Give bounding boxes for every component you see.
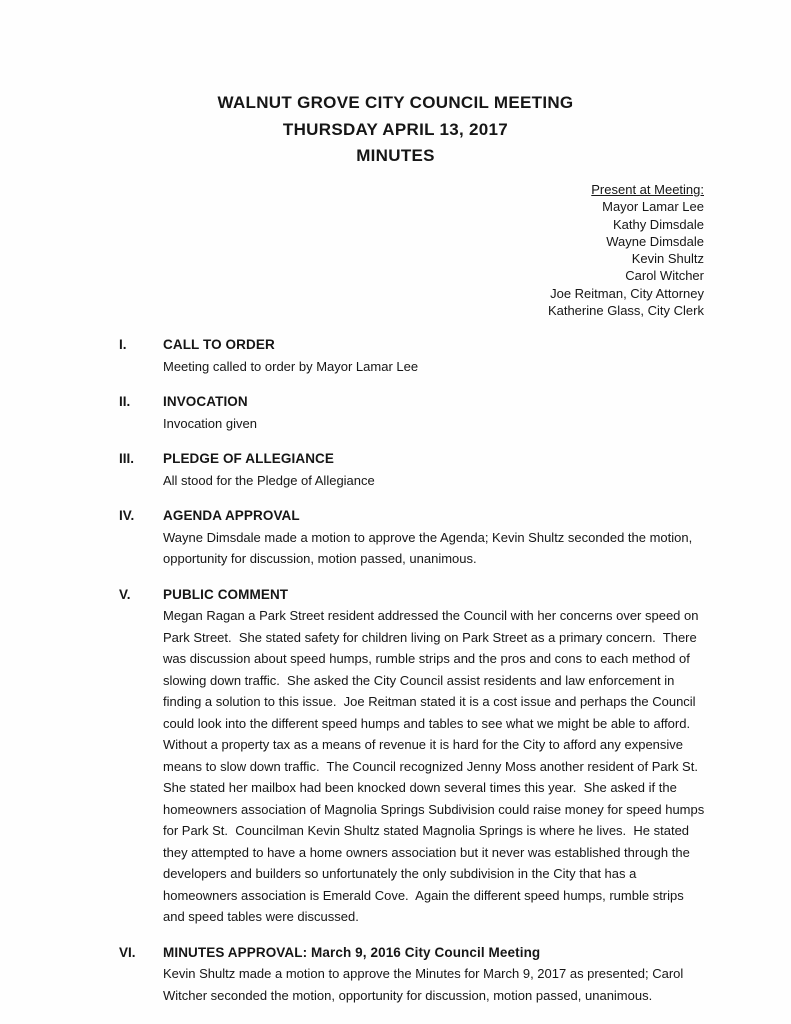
section-public-comment	[119, 584, 709, 928]
attendee-name: Kathy Dimsdale	[612, 216, 704, 232]
section-heading: PUBLIC COMMENT	[163, 586, 289, 602]
attendee-name: Carol Witcher	[625, 268, 704, 284]
section-heading: PLEDGE OF ALLEGIANCE	[163, 451, 335, 466]
section-content	[163, 942, 709, 1007]
attendees-heading: Present at Meeting:	[591, 182, 704, 197]
section-content	[163, 505, 709, 570]
document-title-block	[0, 90, 791, 170]
section-body: All stood for the Pledge of Allegiance	[163, 472, 375, 488]
section-body: Meeting called to order by Mayor Lamar Lee	[163, 358, 419, 374]
section-body: Megan Ragan a Park Street resident addressed the Council with her concerns over speed on Park Street. She stated safety for children living on Park Street as a primary concern. There was discussion about speed humps, rumble strips and the pros and cons to each method of slowing down traffic. She asked the City Council assist residents and law enforcement in finding a solution to this issue. Joe Reitman stated it is a cost issue and perhaps the Council could look into the different speed humps and tables to see what we might be able to afford. Without a property tax as a means of revenue it is hard for the City to afford any expensive means to slow down traffic. The Council recognized Jenny Moss another resident of Park St. She stated her mailbox had been knocked down several times this year. She asked if the homeowners association of Magnolia Springs Subdivision could raise money for speed humps for Park St. Councilman Kevin Shultz stated Magnolia Springs is where he lives. He stated they attempted to have a home owners association but it never was established through the developers and builders so unfortunately the only subdivision in the City that has a homeowners association is Emerald Cove. Again the different speed humps, rumble strips and speed tables were discussed.	[163, 608, 708, 924]
section-minutes-approval	[119, 942, 709, 1007]
section-content	[163, 391, 709, 434]
section-heading: CALL TO ORDER	[163, 337, 275, 352]
minutes-sections	[119, 334, 709, 1020]
section-content	[163, 334, 709, 377]
section-body: Kevin Shultz made a motion to approve the Minutes for March 9, 2017 as presented; Carol Witcher seconded the motion, opportunity for discussion, motion passed, unanimous.	[163, 966, 687, 1003]
section-numeral: V.	[119, 586, 131, 602]
section-content	[163, 584, 709, 928]
section-invocation	[119, 391, 709, 434]
section-heading: INVOCATION	[163, 394, 248, 409]
section-heading: MINUTES APPROVAL: March 9, 2016 City Council Meeting	[163, 944, 541, 960]
document-title-line-3: MINUTES	[356, 146, 435, 165]
section-body: Wayne Dimsdale made a motion to approve the Agenda; Kevin Shultz seconded the motion, opportunity for discussion, motion passed, unanimous.	[163, 529, 696, 566]
document-title-line-2: THURSDAY APRIL 13, 2017	[282, 119, 509, 139]
attendee-name: Mayor Lamar Lee	[602, 199, 704, 215]
section-body: Invocation given	[163, 415, 257, 431]
section-pledge-of-allegiance	[119, 448, 709, 491]
section-numeral: III.	[119, 451, 135, 466]
section-heading: AGENDA APPROVAL	[163, 508, 300, 523]
section-numeral: VI.	[119, 944, 136, 960]
attendee-name: Katherine Glass, City Clerk	[547, 303, 704, 319]
section-numeral: I.	[119, 337, 127, 352]
section-numeral: IV.	[119, 508, 135, 523]
section-call-to-order	[119, 334, 709, 377]
section-content	[163, 448, 709, 491]
attendees-list	[548, 181, 704, 319]
section-agenda-approval	[119, 505, 709, 570]
attendee-name: Kevin Shultz	[631, 251, 704, 267]
attendee-name: Joe Reitman, City Attorney	[550, 285, 704, 301]
document-title-line-1: WALNUT GROVE CITY COUNCIL MEETING	[217, 93, 574, 112]
attendee-name: Wayne Dimsdale	[606, 233, 704, 249]
section-numeral: II.	[119, 394, 131, 409]
